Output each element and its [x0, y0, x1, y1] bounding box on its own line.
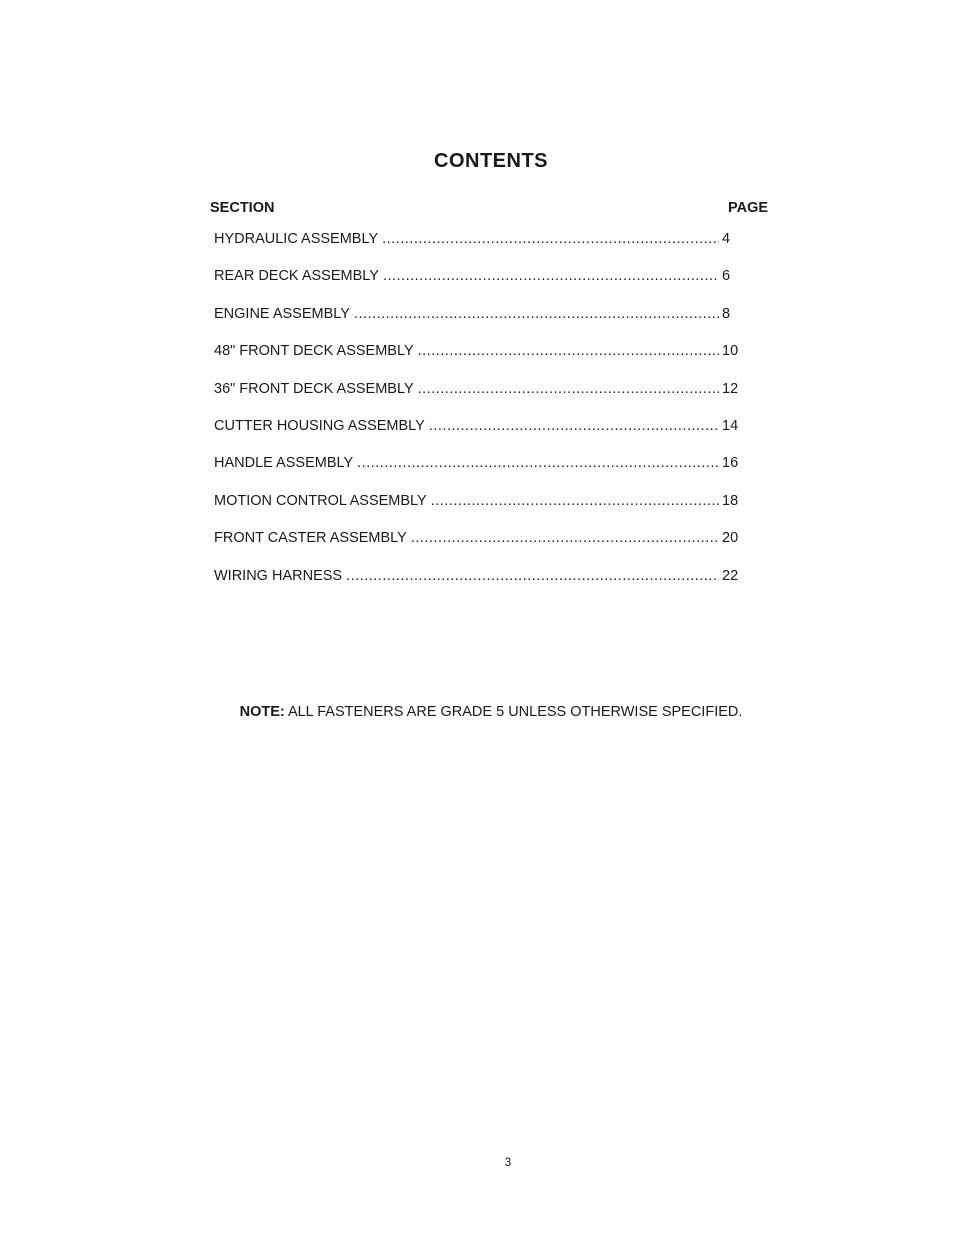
toc-entry-label: MOTION CONTROL ASSEMBLY	[214, 492, 427, 509]
dot-leader	[354, 306, 719, 322]
toc-entry-label: HYDRAULIC ASSEMBLY	[214, 231, 379, 247]
dot-leader	[382, 231, 719, 247]
toc-entry-label: 36" FRONT DECK ASSEMBLY	[214, 380, 414, 397]
toc-entry-label: HANDLE ASSEMBLY	[214, 455, 354, 472]
toc-entry-rear-deck	[214, 268, 744, 305]
page-column-header: PAGE	[728, 200, 769, 216]
dot-leader	[431, 493, 719, 509]
toc-entry-page: 14	[722, 417, 739, 434]
dot-leader	[383, 268, 719, 284]
table-of-contents	[214, 231, 744, 605]
toc-entry-page: 8	[722, 305, 731, 322]
toc-entry-motion-control	[214, 493, 744, 530]
toc-entry-front-caster	[214, 530, 744, 567]
dot-leader	[418, 343, 719, 359]
toc-entry-label: WIRING HARNESS	[214, 567, 343, 584]
toc-entry-cutter-housing	[214, 418, 744, 455]
toc-entry-label: REAR DECK ASSEMBLY	[214, 268, 379, 285]
toc-entry-page: 12	[722, 380, 739, 397]
toc-entry-48-front-deck	[214, 343, 744, 380]
section-column-header: SECTION	[210, 200, 275, 216]
toc-entry-handle	[214, 455, 744, 492]
page-title: CONTENTS	[434, 150, 548, 172]
toc-entry-hydraulic	[214, 231, 744, 268]
toc-entry-36-front-deck	[214, 381, 744, 418]
dot-leader	[357, 455, 719, 471]
toc-entry-wiring-harness	[214, 568, 744, 605]
toc-entry-page: 4	[722, 231, 731, 247]
toc-entry-label: FRONT CASTER ASSEMBLY	[214, 530, 407, 547]
toc-entry-page: 16	[722, 455, 739, 472]
toc-entry-page: 22	[722, 567, 739, 584]
toc-entry-page: 10	[722, 343, 739, 360]
dot-leader	[418, 381, 719, 397]
toc-entry-engine	[214, 306, 744, 343]
toc-entry-page: 20	[722, 530, 739, 547]
dot-leader	[346, 568, 719, 584]
fastener-note	[0, 704, 954, 720]
toc-entry-label: 48" FRONT DECK ASSEMBLY	[214, 343, 414, 360]
toc-entry-page: 6	[722, 268, 731, 285]
toc-entry-label: ENGINE ASSEMBLY	[214, 305, 350, 322]
dot-leader	[429, 418, 719, 434]
toc-entry-label: CUTTER HOUSING ASSEMBLY	[214, 417, 425, 434]
note-prefix: NOTE:	[239, 704, 285, 720]
note-text: ALL FASTENERS ARE GRADE 5 UNLESS OTHERWISE SPECIFIED.	[287, 704, 743, 720]
toc-entry-page: 18	[722, 492, 739, 509]
page-number: 3	[504, 1157, 512, 1169]
dot-leader	[411, 530, 719, 546]
